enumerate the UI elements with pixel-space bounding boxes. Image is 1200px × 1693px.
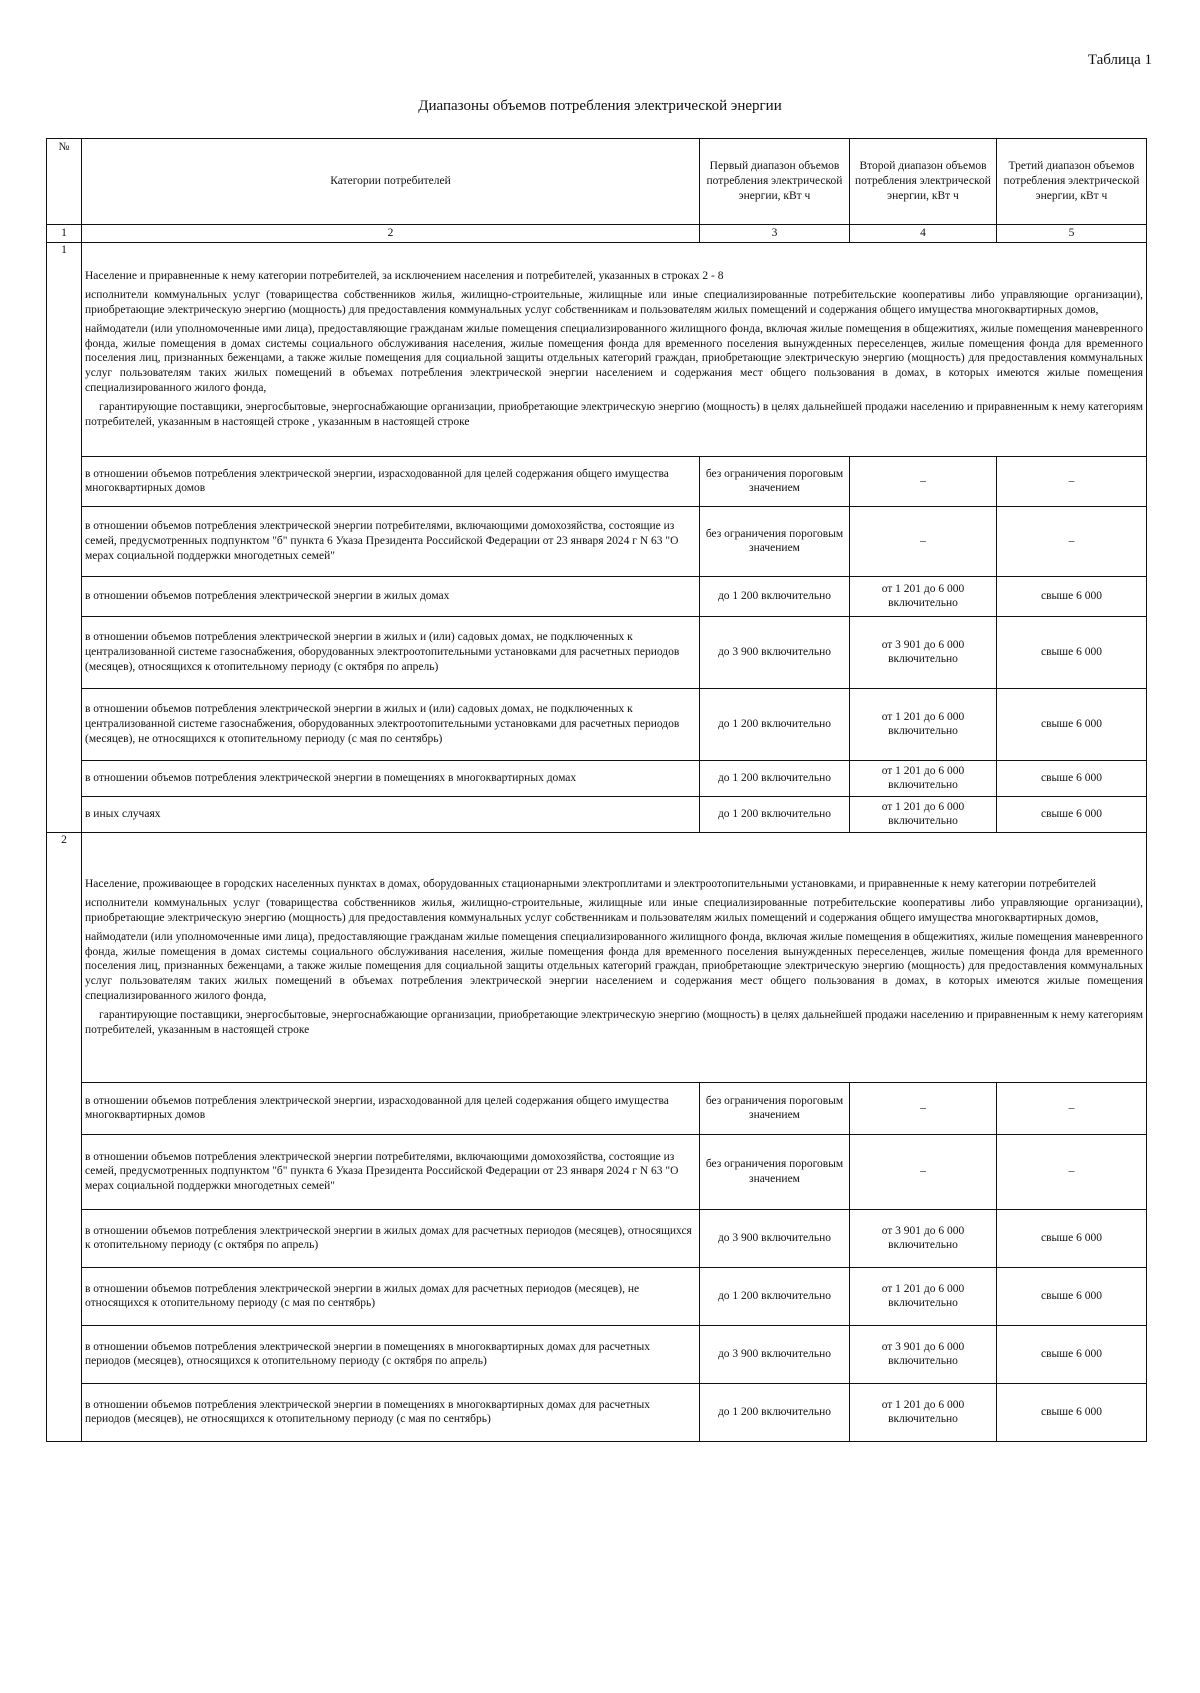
row-range1-value: до 1 200 включительно xyxy=(700,576,850,616)
row-range2-value: от 1 201 до 6 000 включительно xyxy=(850,796,997,832)
section-paragraph: Население, проживающее в городских населенных пунктах в домах, оборудованных стационарными электроплитами и электроотопительными установками, и приравненные к нему категории потребителей xyxy=(85,877,1096,890)
row-range3-value: свыше 6 000 xyxy=(997,1383,1147,1441)
header-range1: Первый диапазон объемов потребления электрической энергии, кВт ч xyxy=(700,139,850,225)
column-index: 5 xyxy=(997,225,1147,243)
row-range1-value: до 3 900 включительно xyxy=(700,1209,850,1267)
row-category: в отношении объемов потребления электрической энергии в жилых домах xyxy=(82,576,700,616)
table-row xyxy=(47,1267,1147,1325)
row-range2-value: – xyxy=(850,506,997,576)
section-description xyxy=(82,242,1147,456)
consumption-ranges-table xyxy=(46,138,1147,1442)
header-category: Категории потребителей xyxy=(82,139,700,225)
row-range1-value: без ограничения пороговым значением xyxy=(700,1134,850,1209)
row-range2-value: – xyxy=(850,456,997,506)
row-range2-value: – xyxy=(850,1082,997,1134)
table-row xyxy=(47,796,1147,832)
table-row xyxy=(47,1082,1147,1134)
row-range2-value: от 1 201 до 6 000 включительно xyxy=(850,760,997,796)
row-range1-value: до 1 200 включительно xyxy=(700,1383,850,1441)
table-row xyxy=(47,1383,1147,1441)
section-paragraph: наймодатели (или уполномоченные ими лица), предоставляющие гражданам жилые помещения специализированного жилищного фонда, включая жилые помещения в общежитиях, жилые помещения маневренного фонда, жилые помещения в домах системы социального обслуживания населения, жилые помещения фонда для временного поселения вынужденных переселенцев, жилые помещения фонда для временного поселения лиц, признанных беженцами, а также жилые помещения для социальной защиты отдельных категорий граждан, приобретающие электрическую энергию (мощность) для предоставления коммунальных услуг пользователям таких жилых помещений в объемах потребления электрической энергии населением и содержания мест общего пользования в домах, в которых имеются жилые помещения специализированного жилого фонда, xyxy=(85,930,1143,1003)
row-category: в отношении объемов потребления электрической энергии в помещениях в многоквартирных домах xyxy=(82,760,700,796)
row-range2-value: от 1 201 до 6 000 включительно xyxy=(850,688,997,760)
row-category: в отношении объемов потребления электрической энергии в жилых и (или) садовых домах, не подключенных к централизованной системе газоснабжения, оборудованных электроотопительными установками для расчетных периодов (месяцев), относящихся к отопительному периоду (с октября по апрель) xyxy=(82,616,700,688)
document-title: Диапазоны объемов потребления электрической энергии xyxy=(418,98,782,114)
row-range1-value: до 1 200 включительно xyxy=(700,1267,850,1325)
row-range2-value: от 3 901 до 6 000 включительно xyxy=(850,1325,997,1383)
column-index: 4 xyxy=(850,225,997,243)
row-range3-value: свыше 6 000 xyxy=(997,1267,1147,1325)
row-range1-value: до 1 200 включительно xyxy=(700,760,850,796)
table-row xyxy=(47,506,1147,576)
table-row xyxy=(47,688,1147,760)
row-range1-value: до 3 900 включительно xyxy=(700,616,850,688)
row-range1-value: без ограничения пороговым значением xyxy=(700,506,850,576)
header-range3: Третий диапазон объемов потребления электрической энергии, кВт ч xyxy=(997,139,1147,225)
row-range2-value: – xyxy=(850,1134,997,1209)
row-range3-value: свыше 6 000 xyxy=(997,1325,1147,1383)
row-range2-value: от 1 201 до 6 000 включительно xyxy=(850,576,997,616)
table-row xyxy=(47,760,1147,796)
row-range3-value: – xyxy=(997,1134,1147,1209)
section-number: 1 xyxy=(47,242,82,832)
table-row xyxy=(47,576,1147,616)
table-row xyxy=(47,616,1147,688)
row-category: в иных случаях xyxy=(82,796,700,832)
section-paragraph: гарантирующие поставщики, энергосбытовые, энергоснабжающие организации, приобретающие электрическую энергию (мощность) в целях дальнейшей продажи населению и приравненным к нему категориям потребителей, указанным в настоящей строке , указанным в настоящей строке xyxy=(85,401,1143,429)
row-range1-value: без ограничения пороговым значением xyxy=(700,456,850,506)
row-range3-value: – xyxy=(997,456,1147,506)
section-paragraph: исполнители коммунальных услуг (товарищества собственников жилья, жилищно-строительные, жилищные или иные специализированные потребительские кооперативы либо управляющие организации), приобретающие электрическую энергию (мощность) для предоставления коммунальных услуг собственникам и пользователям жилых помещений и содержания общего имущества многоквартирных домов, xyxy=(85,896,1143,924)
column-index-row xyxy=(47,225,1147,243)
table-row xyxy=(47,1134,1147,1209)
header-row xyxy=(47,139,1147,225)
row-category: в отношении объемов потребления электрической энергии потребителями, включающими домохозяйства, состоящие из семей, предусмотренных подпунктом "б" пункта 6 Указа Президента Российской Федерации от 23 января 2024 г N 63 "О мерах социальной поддержки многодетных семей" xyxy=(82,506,700,576)
header-range2: Второй диапазон объемов потребления электрической энергии, кВт ч xyxy=(850,139,997,225)
column-index: 3 xyxy=(700,225,850,243)
row-range3-value: свыше 6 000 xyxy=(997,1209,1147,1267)
header-num: № xyxy=(47,139,82,225)
row-range1-value: до 1 200 включительно xyxy=(700,796,850,832)
table-row xyxy=(47,1209,1147,1267)
section-header-row xyxy=(47,832,1147,1082)
row-range1-value: до 1 200 включительно xyxy=(700,688,850,760)
row-category: в отношении объемов потребления электрической энергии, израсходованной для целей содержания общего имущества многоквартирных домов xyxy=(82,456,700,506)
row-category: в отношении объемов потребления электрической энергии в помещениях в многоквартирных домах для расчетных периодов (месяцев), относящихся к отопительному периоду (с октября по апрель) xyxy=(82,1325,700,1383)
table-row xyxy=(47,1325,1147,1383)
row-range1-value: до 3 900 включительно xyxy=(700,1325,850,1383)
row-range3-value: свыше 6 000 xyxy=(997,576,1147,616)
row-range2-value: от 3 901 до 6 000 включительно xyxy=(850,1209,997,1267)
section-number: 2 xyxy=(47,832,82,1441)
row-range2-value: от 1 201 до 6 000 включительно xyxy=(850,1383,997,1441)
section-paragraph: наймодатели (или уполномоченные ими лица), предоставляющие гражданам жилые помещения специализированного жилищного фонда, включая жилые помещения в общежитиях, жилые помещения маневренного фонда, жилые помещения в домах системы социального обслуживания населения, жилые помещения фонда для временного поселения вынужденных переселенцев, жилые помещения фонда для временного поселения лиц, признанных беженцами, а также жилые помещения для социальной защиты отдельных категорий граждан, приобретающие электрическую энергию (мощность) для предоставления коммунальных услуг пользователям таких жилых помещений в объемах потребления электрической энергии населением и содержания мест общего пользования в домах, в которых имеются жилые помещения специализированного жилого фонда, xyxy=(85,322,1143,395)
section-paragraph: исполнители коммунальных услуг (товарищества собственников жилья, жилищно-строительные, жилищные или иные специализированные потребительские кооперативы либо управляющие организации), приобретающие электрическую энергию (мощность) для предоставления коммунальных услуг собственникам и пользователям жилых помещений и содержания общего имущества многоквартирных домов, xyxy=(85,288,1143,316)
row-category: в отношении объемов потребления электрической энергии в жилых домах для расчетных периодов (месяцев), не относящихся к отопительному периоду (с мая по сентябрь) xyxy=(82,1267,700,1325)
row-range3-value: – xyxy=(997,506,1147,576)
row-range2-value: от 1 201 до 6 000 включительно xyxy=(850,1267,997,1325)
section-paragraph: гарантирующие поставщики, энергосбытовые, энергоснабжающие организации, приобретающие электрическую энергию (мощность) в целях дальнейшей продажи населению и приравненным к нему категориям потребителей, указанным в настоящей строке xyxy=(85,1009,1143,1037)
column-index: 2 xyxy=(82,225,700,243)
row-category: в отношении объемов потребления электрической энергии потребителями, включающими домохозяйства, состоящие из семей, предусмотренных подпунктом "б" пункта 6 Указа Президента Российской Федерации от 23 января 2024 г N 63 "О мерах социальной поддержки многодетных семей" xyxy=(82,1134,700,1209)
row-range3-value: свыше 6 000 xyxy=(997,688,1147,760)
row-category: в отношении объемов потребления электрической энергии в жилых домах для расчетных периодов (месяцев), относящихся к отопительному периоду (с октября по апрель) xyxy=(82,1209,700,1267)
column-index: 1 xyxy=(47,225,82,243)
row-category: в отношении объемов потребления электрической энергии в жилых и (или) садовых домах, не подключенных к централизованной системе газоснабжения, оборудованных электроотопительными установками для расчетных периодов (месяцев), не относящихся к отопительному периоду (с мая по сентябрь) xyxy=(82,688,700,760)
row-range2-value: от 3 901 до 6 000 включительно xyxy=(850,616,997,688)
row-range3-value: свыше 6 000 xyxy=(997,796,1147,832)
row-category: в отношении объемов потребления электрической энергии, израсходованной для целей содержания общего имущества многоквартирных домов xyxy=(82,1082,700,1134)
table-label: Таблица 1 xyxy=(1087,52,1152,68)
row-range1-value: без ограничения пороговым значением xyxy=(700,1082,850,1134)
section-description xyxy=(82,832,1147,1082)
row-range3-value: свыше 6 000 xyxy=(997,616,1147,688)
table-row xyxy=(47,456,1147,506)
section-header-row xyxy=(47,242,1147,456)
section-paragraph: Население и приравненные к нему категории потребителей, за исключением населения и потребителей, указанных в строках 2 - 8 xyxy=(85,269,724,282)
row-range3-value: свыше 6 000 xyxy=(997,760,1147,796)
row-range3-value: – xyxy=(997,1082,1147,1134)
row-category: в отношении объемов потребления электрической энергии в помещениях в многоквартирных домах для расчетных периодов (месяцев), не относящихся к отопительному периоду (с мая по сентябрь) xyxy=(82,1383,700,1441)
